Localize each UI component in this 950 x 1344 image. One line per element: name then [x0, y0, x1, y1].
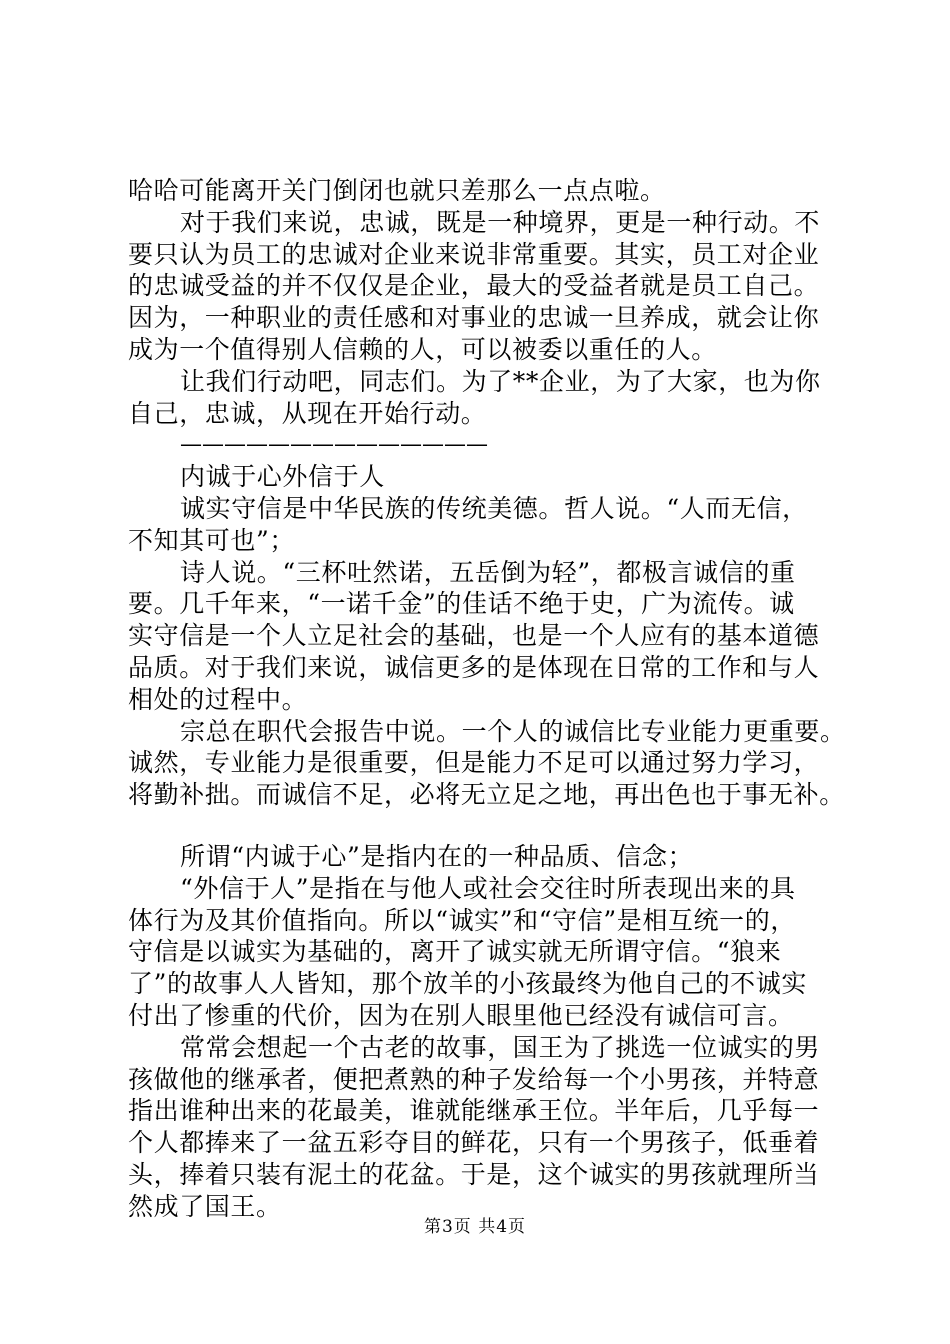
- paragraph: [128, 557, 840, 716]
- text-line: 因为，一种职业的责任感和对事业的忠诚一旦养成，就会让你: [128, 303, 820, 333]
- paragraph: [128, 873, 840, 1032]
- text-line: 哈哈可能离开关门倒闭也就只差那么一点点啦。: [128, 176, 666, 205]
- paragraph: [128, 841, 840, 873]
- text-line: 将勤补拙。而诚信不足，必将无立足之地，再出色也于事无补。: [128, 780, 845, 810]
- text-line: 指出谁种出来的花最美，谁就能继承王位。半年后，几乎每一: [128, 1096, 820, 1126]
- text-line: 实守信是一个人立足社会的基础，也是一个人应有的基本道德: [128, 621, 820, 651]
- text-line: 宗总在职代会报告中说。一个人的诚信比专业能力更重要。: [180, 716, 846, 746]
- text-line: 自己，忠诚，从现在开始行动。: [128, 398, 487, 428]
- text-line: 成为一个值得别人信赖的人，可以被委以重任的人。: [128, 334, 717, 364]
- section-title: [128, 461, 840, 493]
- document-body: [128, 175, 846, 1223]
- text-line: 对于我们来说，忠诚，既是一种境界，更是一种行动。不: [180, 207, 821, 237]
- page-footer: [0, 1212, 950, 1237]
- text-line: 品质。对于我们来说，诚信更多的是体现在日常的工作和与人: [128, 652, 820, 682]
- paragraph: [128, 493, 840, 557]
- text-line: 孩做他的继承者，便把煮熟的种子发给每一个小男孩，并特意: [128, 1064, 820, 1094]
- page-number: 第3页 共4页: [423, 1217, 527, 1237]
- text-line: 然成了国王。: [128, 1191, 282, 1221]
- paragraph-gap: [128, 811, 840, 841]
- text-line: 了”的故事人人皆知，那个放羊的小孩最终为他自己的不诚实: [128, 969, 807, 999]
- text-line: 体行为及其价值指向。所以“诚实”和“守信”是相互统一的，: [128, 905, 796, 935]
- text-line: 诗人说。“三杯吐然诺，五岳倒为轻”，都极言诚信的重: [180, 557, 796, 587]
- text-line: 付出了惨重的代价，因为在别人眼里他已经没有诚信可言。: [128, 1000, 794, 1030]
- text-line: 相处的过程中。: [128, 684, 308, 714]
- text-line: 头，捧着只装有泥土的花盆。于是，这个诚实的男孩就理所当: [128, 1159, 820, 1189]
- text-line: 不知其可也”；: [128, 525, 295, 555]
- text-line: 让我们行动吧，同志们。为了**企业，为了大家，也为你: [180, 366, 821, 396]
- text-line: 诚然，专业能力是很重要，但是能力不足可以通过努力学习，: [128, 748, 820, 778]
- text-line: 个人都捧来了一盆五彩夺目的鲜花，只有一个男孩子，低垂着: [128, 1128, 820, 1158]
- text-line: 守信是以诚实为基础的，离开了诚实就无所谓守信。“狼来: [128, 937, 782, 967]
- paragraph: [128, 175, 840, 207]
- separator-line: ——————————————: [180, 432, 488, 458]
- text-line: 常常会想起一个古老的故事，国王为了挑选一位诚实的男: [180, 1032, 821, 1062]
- text-line: “外信于人”是指在与他人或社会交往时所表现出来的具: [180, 873, 796, 903]
- paragraph: [128, 1032, 840, 1223]
- paragraph: [128, 716, 846, 811]
- text-line: 所谓“内诚于心”是指内在的一种品质、信念；: [180, 841, 694, 871]
- text-line: 内诚于心外信于人: [180, 462, 385, 492]
- text-line: 的忠诚受益的并不仅仅是企业，最大的受益者就是员工自己。: [128, 271, 820, 301]
- text-line: 诚实守信是中华民族的传统美德。哲人说。“人而无信，: [180, 493, 808, 523]
- text-line: 要只认为员工的忠诚对企业来说非常重要。其实，员工对企业: [128, 239, 820, 269]
- text-line: 要。几千年来，“一诺千金”的佳话不绝于史，广为流传。诚: [128, 589, 795, 619]
- paragraph: [128, 207, 840, 366]
- paragraph: [128, 366, 840, 430]
